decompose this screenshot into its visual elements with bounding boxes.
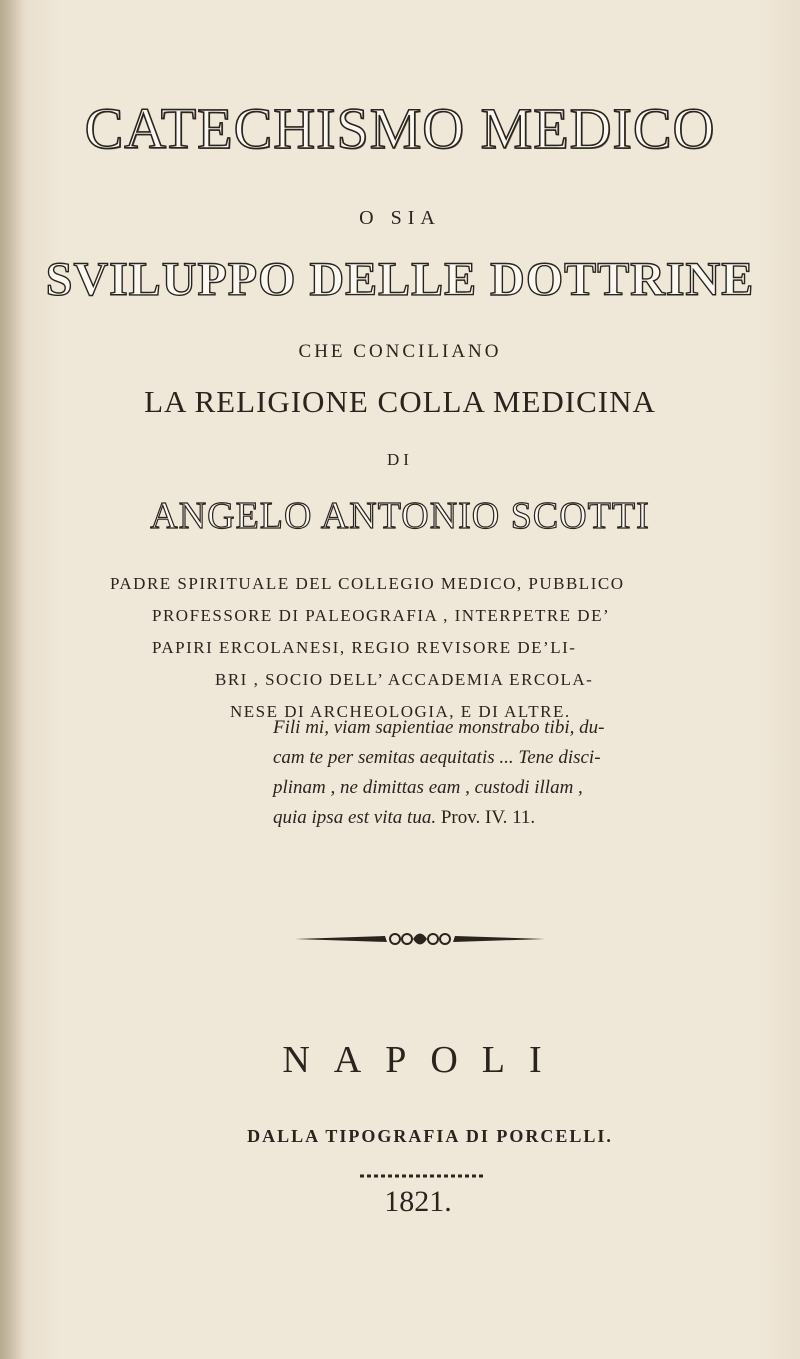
imprint-city: NAPOLI xyxy=(282,1039,566,1081)
credential-line: PAPIRI ERCOLANESI, REGIO REVISORE DE’LI- xyxy=(152,638,577,657)
epigraph-reference: Prov. IV. 11. xyxy=(440,807,536,828)
small-ornament-rule-icon xyxy=(358,1170,488,1182)
credential-line: BRI , SOCIO DELL’ ACCADEMIA ERCOLA- xyxy=(215,670,594,689)
di-line: DI xyxy=(387,450,413,469)
religione-medicina-line: LA RELIGIONE COLLA MEDICINA xyxy=(144,384,656,419)
title-conjunction: O SIA xyxy=(359,207,441,229)
credential-line: PROFESSORE DI PALEOGRAFIA , INTERPETRE DE’ xyxy=(152,606,611,625)
epigraph-line: cam te per semitas aequitatis ... Tene disci- xyxy=(273,747,601,768)
imprint-printer: DALLA TIPOGRAFIA DI PORCELLI. xyxy=(247,1126,613,1146)
che-conciliano-line: CHE CONCILIANO xyxy=(298,341,502,362)
epigraph-line: plinam , ne dimittas eam , custodi illam , xyxy=(273,777,583,798)
main-title: CATECHISMO MEDICO xyxy=(84,96,716,161)
epigraph xyxy=(273,713,743,833)
ornament-rule-icon xyxy=(295,928,545,950)
imprint-year: 1821. xyxy=(384,1185,452,1218)
credential-line: NESE DI ARCHEOLOGIA, E DI ALTRE. xyxy=(230,702,571,721)
epigraph-line: Fili mi, viam sapientiae monstrabo tibi, du- xyxy=(273,717,605,738)
subtitle: SVILUPPO DELLE DOTTRINE xyxy=(45,253,755,306)
epigraph-last-line xyxy=(273,803,743,833)
binding-shadow xyxy=(0,0,26,1359)
author-name: ANGELO ANTONIO SCOTTI xyxy=(150,495,650,537)
author-credentials xyxy=(100,568,740,728)
credential-line: PADRE SPIRITUALE DEL COLLEGIO MEDICO, PUBBLICO xyxy=(110,574,625,593)
epigraph-line: quia ipsa est vita tua. xyxy=(273,807,437,828)
